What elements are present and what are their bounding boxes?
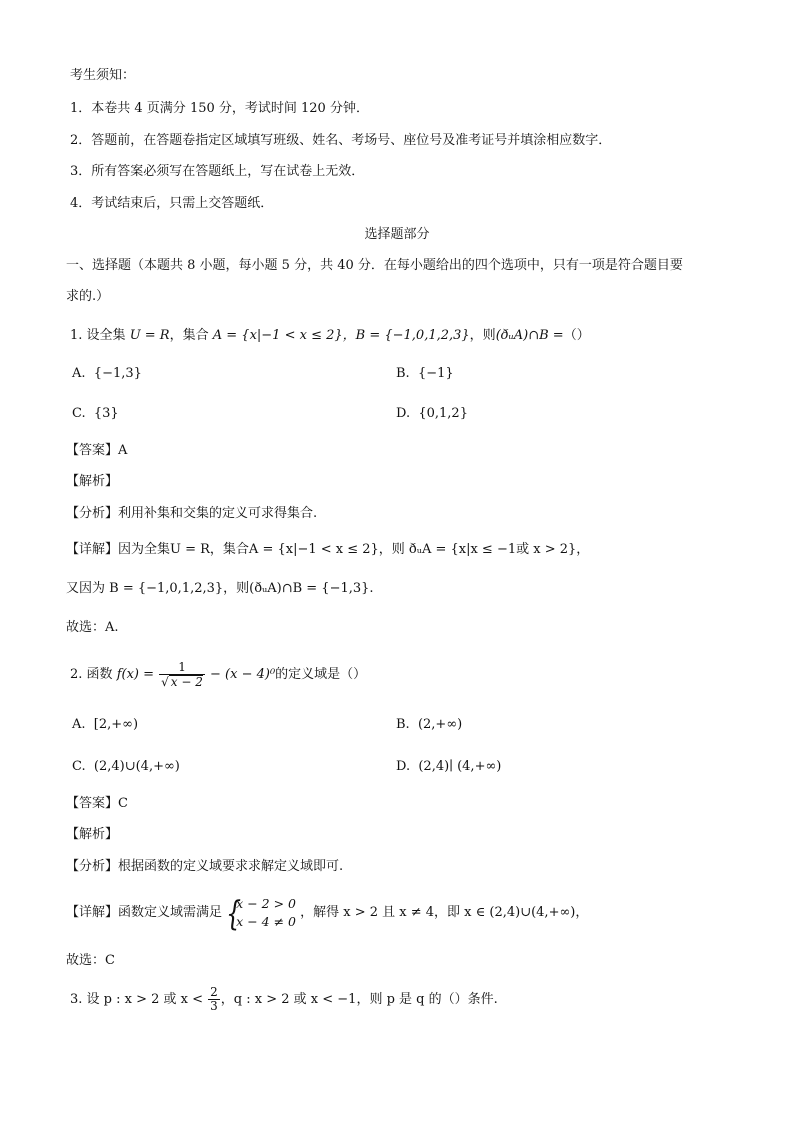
part-heading-line1: 一、选择题（本题共 8 小题，每小题 5 分，共 40 分．在每小题给出的四个选项中，只有一项是符合题目要 [66,258,683,273]
fraction-denominator: 3 [210,999,218,1013]
fenxi-label: 【分析】 [66,859,119,874]
fraction-denominator: √ x − 2 [161,674,203,689]
q1-set-b: ，B = {−1,0,1,2,3} [342,328,470,343]
q2-answer [66,794,128,814]
option-letter: C. [72,406,86,421]
notice-item: 3．所有答案必须写在答题纸上，写在试卷上无效． [70,164,365,179]
fenxi-label: 【分析】 [66,506,119,521]
option-value: (2,4)∪(4,+∞) [93,759,180,774]
fraction-numerator: 1 [159,661,205,675]
notice-item: 4．考试结束后，只需上交答题纸． [70,196,274,211]
q1-choose: 故选：A. [66,620,119,635]
q2-fraction [159,661,205,689]
q1-option-b [396,364,454,384]
xiangjie-text: 因为全集U = R，集合A = {x|−1 < x ≤ 2}，则 ðᵤA = {x|x ≤ −1或 x > 2}， [118,542,590,557]
q1-expression: (ðᵤA)∩B = [495,328,564,343]
option-value: [2,+∞) [93,717,139,732]
fenxi-text: 利用补集和交集的定义可求得集合. [118,506,318,521]
option-letter: A. [72,366,86,381]
option-letter: D. [396,406,411,421]
q3-fraction [208,986,220,1013]
option-value: {0,1,2} [418,406,468,421]
q2-function: f(x) = [116,667,154,682]
q2-stem [70,660,366,690]
system-line: { x − 2 > 0 [236,895,296,911]
option-letter: C. [72,759,86,774]
q2-analysis-label: 【解析】 [66,827,119,842]
xiangjie-text: 函数定义域需满足 [118,905,223,920]
q2-stem-rest: − (x − 4)⁰ [210,667,276,682]
q2-option-b [396,715,462,735]
option-value: (2,+∞) [417,717,463,732]
fraction-numerator: 2 [210,985,218,999]
q1-xiangjie-cont: 又因为 B = {−1,0,1,2,3}，则(ðᵤA)∩B = {−1,3}. [66,581,374,596]
option-value: {−1,3} [93,366,142,381]
q1-universal-set: U = R [129,328,170,343]
answer-label: 【答案】 [66,796,119,811]
q1-stem-then: ，则 [469,328,496,343]
answer-value: A [118,443,128,458]
xiangjie-label: 【详解】 [66,542,119,557]
q3-stem-pre: 3. 设 p : x > 2 或 x < [70,992,204,1007]
answer-label: 【答案】 [66,443,119,458]
q1-stem [70,326,590,346]
section-title: 选择题部分 [364,227,430,242]
q1-answer [66,441,127,461]
system-line: x − 4 ≠ 0 [236,913,296,929]
option-letter: A. [72,717,86,732]
q1-stem-mid: ，集合 [169,328,209,343]
q1-option-a [72,364,142,384]
q1-option-c [72,404,119,424]
sqrt-radicand: x − 2 [170,674,203,689]
option-letter: B. [396,366,410,381]
q2-option-d [396,757,501,777]
q3-stem-post: ，q : x > 2 或 x < −1，则 p 是 q 的（）条件. [220,992,498,1007]
q1-stem-prefix: 1. 设全集 [70,328,126,343]
xiangjie-text-post: ，解得 x > 2 且 x ≠ 4，即 x ∈ (2,4)∪(4,+∞)， [300,905,589,920]
option-value: {3} [93,406,119,421]
q2-stem-prefix: 2. 函数 [70,667,113,682]
option-letter: B. [396,717,410,732]
q2-stem-suffix: 的定义域是（） [275,667,367,682]
notice-title: 考生须知： [70,68,136,83]
q1-blank: （） [563,328,590,343]
notice-item: 2．答题前，在答题卷指定区域填写班级、姓名、考场号、座位号及准考证号并填涂相应数字． [70,133,612,148]
q2-option-c [72,757,180,777]
notice-item: 1．本卷共 4 页满分 150 分，考试时间 120 分钟． [70,101,369,116]
q2-fenxi [66,857,343,877]
option-value: {−1} [417,366,454,381]
q3-stem [70,982,498,1018]
part-heading-line2: 求的.） [66,289,110,304]
q1-set-a: A = {x|−1 < x ≤ 2} [212,328,343,343]
xiangjie-label: 【详解】 [66,905,119,920]
option-value: (2,4)∣ (4,+∞) [418,759,502,774]
q2-option-a [72,715,138,735]
q2-xiangjie [66,893,588,933]
q2-inequality-system [226,895,296,931]
q1-analysis-label: 【解析】 [66,474,119,489]
fenxi-text: 根据函数的定义域要求求解定义域即可. [118,859,344,874]
q1-option-d [396,404,468,424]
q1-xiangjie [66,540,589,560]
q1-fenxi [66,504,317,524]
q2-choose: 故选：C [66,953,115,968]
answer-value: C [118,796,128,811]
option-letter: D. [396,759,411,774]
